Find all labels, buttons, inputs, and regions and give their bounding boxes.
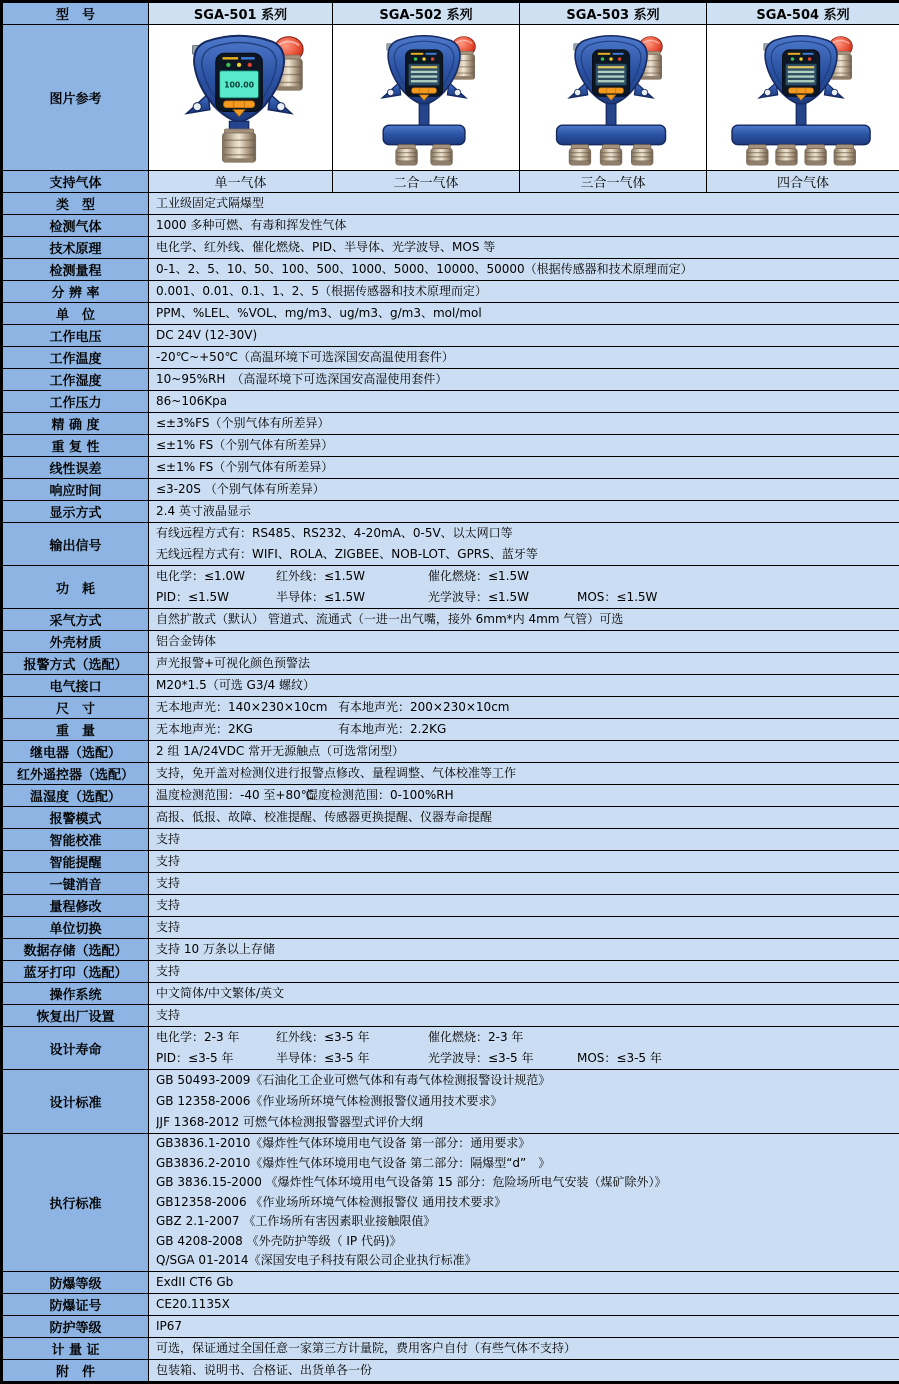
gas-detector-image xyxy=(714,26,892,166)
spec-row-label: 电气接口 xyxy=(3,675,149,697)
spec-row-value xyxy=(149,237,899,259)
spec-value-line: ≤3-20S （个别气体有所差异） xyxy=(156,479,895,500)
spec-value-line: ExdII CT6 Gb xyxy=(156,1272,895,1293)
spec-value-line: IP67 xyxy=(156,1316,895,1337)
spec-row-label: 工作温度 xyxy=(3,347,149,369)
spec-row-label: 重 量 xyxy=(3,719,149,741)
spec-value-line: GB3836.2-2010《爆炸性气体环境用电气设备 第二部分：隔爆型“d” 》 xyxy=(156,1154,895,1174)
spec-row xyxy=(3,325,899,347)
gas-mode-3in1: 三合一气体 xyxy=(520,171,707,193)
spec-row xyxy=(3,939,899,961)
spec-value-line xyxy=(156,1048,895,1069)
spec-row xyxy=(3,501,899,523)
spec-value-line: GB 4208-2008 《外壳防护等级（ IP 代码)》 xyxy=(156,1232,895,1252)
spec-value-line: 支持 xyxy=(156,895,895,916)
spec-row-value xyxy=(149,1337,899,1359)
spec-row xyxy=(3,609,899,631)
spec-value-line: M20*1.5（可选 G3/4 螺纹） xyxy=(156,675,895,696)
spec-value-segment: 催化燃烧：2-3 年 xyxy=(428,1027,577,1048)
spec-row xyxy=(3,631,899,653)
row-label-supported-gas: 支持气体 xyxy=(3,171,149,193)
spec-row-value xyxy=(149,303,899,325)
spec-value-line xyxy=(156,719,895,740)
spec-row-label: 蓝牙打印（选配） xyxy=(3,961,149,983)
spec-row xyxy=(3,369,899,391)
spec-row-value xyxy=(149,719,899,741)
spec-row-value xyxy=(149,281,899,303)
spec-value-line xyxy=(156,1027,895,1048)
spec-value-line: 铝合金铸体 xyxy=(156,631,895,652)
spec-row-label: 检测量程 xyxy=(3,259,149,281)
spec-row-label: 工作压力 xyxy=(3,391,149,413)
spec-row xyxy=(3,961,899,983)
model-name-sga-502: SGA-502 系列 xyxy=(333,3,520,25)
spec-row xyxy=(3,1271,899,1293)
spec-row xyxy=(3,697,899,719)
spec-value-line: JJF 1368-2012 可燃气体检测报警器型式评价大纲 xyxy=(156,1112,895,1133)
spec-value-line: 支持 xyxy=(156,917,895,938)
spec-row xyxy=(3,523,899,566)
model-name-sga-501: SGA-501 系列 xyxy=(149,3,333,25)
spec-row-label: 红外遥控器（选配） xyxy=(3,763,149,785)
spec-value-line: 86~106Kpa xyxy=(156,391,895,412)
spec-row xyxy=(3,237,899,259)
spec-row-value xyxy=(149,413,899,435)
spec-row xyxy=(3,259,899,281)
spec-row-value xyxy=(149,391,899,413)
spec-row xyxy=(3,1293,899,1315)
spec-value-line: 包装箱、说明书、合格证、出货单各一份 xyxy=(156,1360,895,1381)
spec-value-segment: 有本地声光：2.2KG xyxy=(338,719,446,740)
spec-row-label: 设计寿命 xyxy=(3,1027,149,1070)
spec-row xyxy=(3,719,899,741)
spec-row-value xyxy=(149,763,899,785)
spec-value-line: GBZ 2.1-2007 《工作场所有害因素职业接触限值》 xyxy=(156,1212,895,1232)
spec-row-value xyxy=(149,1293,899,1315)
spec-row xyxy=(3,763,899,785)
spec-row xyxy=(3,983,899,1005)
spec-value-line: 2.4 英寸液晶显示 xyxy=(156,501,895,522)
spec-row-value xyxy=(149,215,899,237)
spec-row xyxy=(3,1070,899,1134)
spec-row-label: 技术原理 xyxy=(3,237,149,259)
spec-value-line xyxy=(156,566,895,587)
spec-value-segment: 半导体：≤1.5W xyxy=(276,587,428,608)
spec-row-value xyxy=(149,895,899,917)
spec-row-label: 操作系统 xyxy=(3,983,149,1005)
spec-row xyxy=(3,347,899,369)
spec-row-label: 外壳材质 xyxy=(3,631,149,653)
spec-row-value xyxy=(149,609,899,631)
spec-value-segment: 光学波导：≤1.5W xyxy=(428,587,577,608)
spec-value-line: 支持 xyxy=(156,851,895,872)
spec-row-label: 分 辨 率 xyxy=(3,281,149,303)
spec-row-label: 计 量 证 xyxy=(3,1337,149,1359)
spec-row-value xyxy=(149,566,899,609)
spec-value-line: 声光报警+可视化颜色预警法 xyxy=(156,653,895,674)
spec-value-segment: 湿度检测范围：0-100%RH xyxy=(306,785,454,806)
spec-value-segment: PID：≤1.5W xyxy=(156,587,276,608)
gas-detector-image xyxy=(524,26,702,166)
spec-row-value xyxy=(149,653,899,675)
svg-text:100.00: 100.00 xyxy=(224,80,255,89)
spec-row-label: 报警方式（选配） xyxy=(3,653,149,675)
header-label-model: 型 号 xyxy=(3,3,149,25)
spec-value-line: DC 24V (12-30V) xyxy=(156,325,895,346)
spec-value-segment: 无本地声光：140×230×10cm xyxy=(156,697,338,718)
spec-row-value xyxy=(149,1027,899,1070)
spec-value-segment: 电化学：2-3 年 xyxy=(156,1027,276,1048)
spec-value-line: 支持 10 万条以上存储 xyxy=(156,939,895,960)
spec-row-value xyxy=(149,1005,899,1027)
spec-value-line: GB 3836.15-2000 《爆炸性气体环境用电气设备第 15 部分：危险场所电气安装（煤矿除外）》 xyxy=(156,1173,895,1193)
spec-row-value xyxy=(149,741,899,763)
spec-value-line: 支持，免开盖对检测仪进行报警点修改、量程调整、气体校准等工作 xyxy=(156,763,895,784)
spec-row xyxy=(3,829,899,851)
spec-value-line: 可选，保证通过全国任意一家第三方计量院，费用客户自付（有些气体不支持） xyxy=(156,1338,895,1359)
spec-row-label: 设计标准 xyxy=(3,1070,149,1134)
spec-row-label: 一键消音 xyxy=(3,873,149,895)
model-header-row xyxy=(3,3,899,25)
spec-value-line: ≤±1% FS（个别气体有所差异） xyxy=(156,457,895,478)
spec-row xyxy=(3,1027,899,1070)
spec-value-segment: 半导体：≤3-5 年 xyxy=(276,1048,428,1069)
spec-value-line: 支持 xyxy=(156,873,895,894)
spec-row-value xyxy=(149,1070,899,1134)
spec-value-line: GB 50493-2009《石油化工企业可燃气体和有毒气体检测报警设计规范》 xyxy=(156,1070,895,1091)
spec-row xyxy=(3,566,899,609)
spec-row-label: 量程修改 xyxy=(3,895,149,917)
spec-row xyxy=(3,1337,899,1359)
spec-value-segment: MOS：≤1.5W xyxy=(577,587,657,608)
spec-value-segment: 催化燃烧：≤1.5W xyxy=(428,566,577,587)
spec-row-value xyxy=(149,1315,899,1337)
spec-row-label: 执行标准 xyxy=(3,1134,149,1272)
spec-value-line: 电化学、红外线、催化燃烧、PID、半导体、光学波导、MOS 等 xyxy=(156,237,895,258)
spec-value-segment: 温度检测范围：-40 至+80℃ xyxy=(156,785,306,806)
gas-mode-single: 单一气体 xyxy=(149,171,333,193)
spec-row-value xyxy=(149,523,899,566)
spec-row xyxy=(3,807,899,829)
spec-row xyxy=(3,895,899,917)
spec-row-value xyxy=(149,829,899,851)
spec-row-label: 单 位 xyxy=(3,303,149,325)
spec-row-label: 附 件 xyxy=(3,1359,149,1381)
spec-row-label: 输出信号 xyxy=(3,523,149,566)
spec-value-line: 支持 xyxy=(156,961,895,982)
spec-row-label: 功 耗 xyxy=(3,566,149,609)
spec-row-value xyxy=(149,259,899,281)
spec-value-segment: 无本地声光：2KG xyxy=(156,719,338,740)
spec-value-line: 支持 xyxy=(156,829,895,850)
spec-value-segment: 有本地声光：200×230×10cm xyxy=(338,697,509,718)
spec-value-line: 支持 xyxy=(156,1005,895,1026)
spec-row xyxy=(3,653,899,675)
spec-value-line: -20℃~+50℃（高温环境下可选深国安高温使用套件） xyxy=(156,347,895,368)
spec-row-label: 单位切换 xyxy=(3,917,149,939)
spec-row-label: 数据存储（选配） xyxy=(3,939,149,961)
spec-row-label: 防爆等级 xyxy=(3,1271,149,1293)
spec-row xyxy=(3,1359,899,1381)
spec-row-label: 工作湿度 xyxy=(3,369,149,391)
spec-row-value xyxy=(149,1271,899,1293)
spec-row-label: 恢复出厂设置 xyxy=(3,1005,149,1027)
spec-row-label: 温湿度（选配） xyxy=(3,785,149,807)
spec-row-value xyxy=(149,1134,899,1272)
gas-mode-4in1: 四合气体 xyxy=(707,171,899,193)
spec-value-line: CE20.1135X xyxy=(156,1294,895,1315)
spec-row xyxy=(3,1315,899,1337)
spec-row xyxy=(3,785,899,807)
spec-value-line xyxy=(156,785,895,806)
spec-value-line: 高报、低报、故障、校准提醒、传感器更换提醒、仪器寿命提醒 xyxy=(156,807,895,828)
spec-row xyxy=(3,435,899,457)
spec-row-value xyxy=(149,457,899,479)
spec-row xyxy=(3,193,899,215)
spec-row xyxy=(3,1134,899,1272)
spec-row-value xyxy=(149,697,899,719)
spec-row-value xyxy=(149,675,899,697)
spec-row-label: 显示方式 xyxy=(3,501,149,523)
spec-row xyxy=(3,281,899,303)
spec-value-line: 中文简体/中文繁体/英文 xyxy=(156,983,895,1004)
gas-detector-image xyxy=(152,26,330,166)
spec-row-label: 精 确 度 xyxy=(3,413,149,435)
spec-value-line: 无线远程方式有：WIFI、ROLA、ZIGBEE、NOB-LOT、GPRS、蓝牙等 xyxy=(156,544,895,565)
spec-value-segment: 红外线：≤1.5W xyxy=(276,566,428,587)
spec-value-segment: 红外线：≤3-5 年 xyxy=(276,1027,428,1048)
spec-value-line xyxy=(156,587,895,608)
spec-row-label: 线性误差 xyxy=(3,457,149,479)
spec-value-line: 0.001、0.01、0.1、1、2、5（根据传感器和技术原理而定） xyxy=(156,281,895,302)
spec-row-value xyxy=(149,961,899,983)
spec-row-label: 采气方式 xyxy=(3,609,149,631)
spec-row-label: 检测气体 xyxy=(3,215,149,237)
spec-value-line xyxy=(156,697,895,718)
spec-value-segment: PID：≤3-5 年 xyxy=(156,1048,276,1069)
spec-row-label: 智能校准 xyxy=(3,829,149,851)
spec-row-label: 报警模式 xyxy=(3,807,149,829)
model-name-sga-504: SGA-504 系列 xyxy=(707,3,899,25)
spec-row-value xyxy=(149,873,899,895)
spec-value-line: 工业级固定式隔爆型 xyxy=(156,193,895,214)
spec-row-value xyxy=(149,917,899,939)
spec-row xyxy=(3,303,899,325)
model-name-sga-503: SGA-503 系列 xyxy=(520,3,707,25)
spec-value-segment: 光学波导：≤3-5 年 xyxy=(428,1048,577,1069)
spec-value-line: 0-1、2、5、10、50、100、500、1000、5000、10000、50000（根据传感器和技术原理而定） xyxy=(156,259,895,280)
spec-value-segment: MOS：≤3-5 年 xyxy=(577,1048,662,1069)
spec-row-value xyxy=(149,851,899,873)
spec-row xyxy=(3,215,899,237)
spec-row-value xyxy=(149,939,899,961)
spec-value-segment: 电化学：≤1.0W xyxy=(156,566,276,587)
spec-value-line: Q/SGA 01-2014《深国安电子科技有限公司企业执行标准》 xyxy=(156,1251,895,1271)
spec-row-value xyxy=(149,347,899,369)
spec-table xyxy=(2,2,899,1382)
spec-value-line: GB12358-2006 《作业场所环境气体检测报警仪 通用技术要求》 xyxy=(156,1193,895,1213)
spec-row-value xyxy=(149,193,899,215)
spec-row-value xyxy=(149,631,899,653)
spec-value-line: 2 组 1A/24VDC 常开无源触点（可选常闭型） xyxy=(156,741,895,762)
spec-row-label: 工作电压 xyxy=(3,325,149,347)
spec-row-value xyxy=(149,325,899,347)
spec-row-label: 尺 寸 xyxy=(3,697,149,719)
spec-value-line: GB 12358-2006《作业场所环境气体检测报警仪通用技术要求》 xyxy=(156,1091,895,1112)
spec-row xyxy=(3,413,899,435)
gas-mode-2in1: 二合一气体 xyxy=(333,171,520,193)
spec-row-label: 防爆证号 xyxy=(3,1293,149,1315)
spec-row-value xyxy=(149,479,899,501)
gas-detector-image xyxy=(337,26,515,166)
spec-row-label: 智能提醒 xyxy=(3,851,149,873)
row-label-image: 图片参考 xyxy=(3,25,149,171)
spec-row xyxy=(3,391,899,413)
spec-value-line: GB3836.1-2010《爆炸性气体环境用电气设备 第一部分：通用要求》 xyxy=(156,1134,895,1154)
spec-row-label: 类 型 xyxy=(3,193,149,215)
spec-rows xyxy=(3,193,899,1382)
spec-row-value xyxy=(149,785,899,807)
spec-row xyxy=(3,457,899,479)
spec-row xyxy=(3,675,899,697)
spec-row-value xyxy=(149,501,899,523)
spec-row xyxy=(3,851,899,873)
spec-row xyxy=(3,873,899,895)
spec-row-value xyxy=(149,1359,899,1381)
spec-value-line: 有线远程方式有：RS485、RS232、4-20mA、0-5V、以太网口等 xyxy=(156,523,895,544)
spec-row-value xyxy=(149,983,899,1005)
spec-value-line: ≤±1% FS（个别气体有所差异） xyxy=(156,435,895,456)
spec-row xyxy=(3,1005,899,1027)
spec-row-label: 继电器（选配） xyxy=(3,741,149,763)
spec-row xyxy=(3,479,899,501)
spec-row-label: 响应时间 xyxy=(3,479,149,501)
supported-gas-row xyxy=(3,171,899,193)
spec-row-value xyxy=(149,369,899,391)
spec-value-line: PPM、%LEL、%VOL、mg/m3、ug/m3、g/m3、mol/mol xyxy=(156,303,895,324)
image-reference-row xyxy=(3,25,899,171)
spec-row-value xyxy=(149,807,899,829)
spec-value-line: 10~95%RH （高湿环境下可选深国安高湿使用套件） xyxy=(156,369,895,390)
spec-value-line: 自然扩散式（默认） 管道式、流通式（一进一出气嘴，接外 6mm*内 4mm 气管）可选 xyxy=(156,609,895,630)
spec-row xyxy=(3,741,899,763)
spec-value-line: 1000 多种可燃、有毒和挥发性气体 xyxy=(156,215,895,236)
spec-row xyxy=(3,917,899,939)
spec-row-label: 重 复 性 xyxy=(3,435,149,457)
spec-row-label: 防护等级 xyxy=(3,1315,149,1337)
spec-value-line: ≤±3%FS（个别气体有所差异） xyxy=(156,413,895,434)
spec-row-value xyxy=(149,435,899,457)
